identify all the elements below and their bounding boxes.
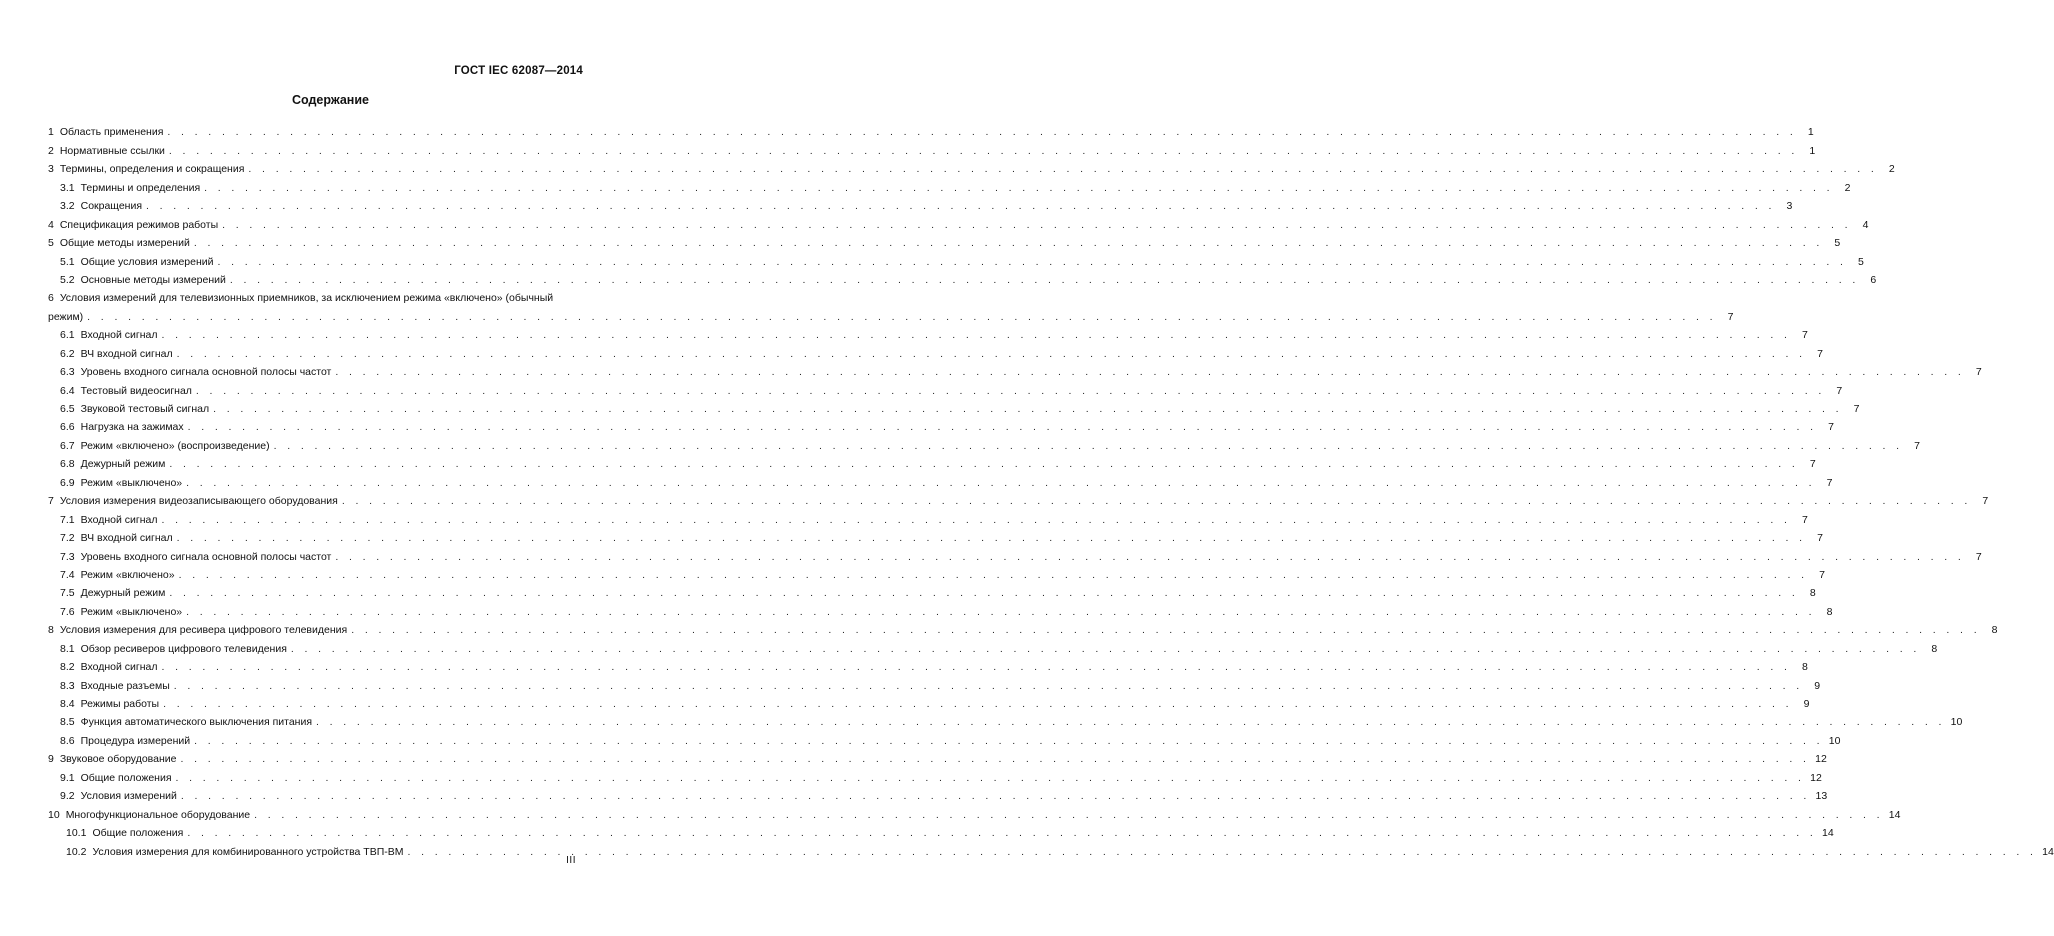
toc-entry-number: 7.4 <box>60 568 75 581</box>
toc-entry[interactable] <box>48 674 1821 692</box>
toc-entry[interactable] <box>48 527 1823 545</box>
toc-entry-page: 13 <box>1815 790 1828 803</box>
page-title: Содержание <box>291 93 369 107</box>
toc-entry-page: 8 <box>1801 661 1808 674</box>
toc-entry[interactable] <box>48 582 1816 600</box>
toc-entry-number: 10.2 <box>66 845 87 858</box>
toc-entry-page: 12 <box>1815 753 1827 766</box>
toc-entry-title: Режим «выключено» <box>80 476 183 489</box>
toc-entry[interactable] <box>48 139 1816 157</box>
toc-entry-title: Уровень входного сигнала основной полосы частот <box>80 366 332 379</box>
toc-entry-number: 8 <box>48 624 54 637</box>
toc-entry-number: 6.9 <box>60 476 75 489</box>
toc-entry[interactable] <box>48 656 1808 674</box>
toc-entry-title: Звуковое оборудование <box>59 753 177 766</box>
toc-entry-number: 4 <box>48 218 54 231</box>
toc-entry-title: Условия измерений <box>80 790 177 803</box>
toc-entry-title: Многофункциональное оборудование <box>65 808 251 821</box>
toc-entry-title: Нормативные ссылки <box>59 144 165 157</box>
toc-entry[interactable] <box>48 176 1851 194</box>
toc-entry[interactable] <box>48 840 2054 858</box>
toc-entry[interactable] <box>48 324 1808 342</box>
toc-entry[interactable] <box>48 287 1734 324</box>
toc-entry[interactable] <box>48 711 1963 729</box>
dot-leader: . . . . . . . . . . . . . . . . . . . . . . . . . . . . . . . . . . . . . . . . . . . . . . . . . . . . . . . . . . . . . . . . . . . . . . . . . . . . . . . . . . . . . . . . . . . . . . . . . . . . . . . . . . . . . . . . . . . . . . . . <box>146 200 1776 213</box>
dot-leader: . . . . . . . . . . . . . . . . . . . . . . . . . . . . . . . . . . . . . . . . . . . . . . . . . . . . . . . . . . . . . . . . . . . . . . . . . . . . . . . . . . . . . . . . . . . . . . . . . . . . . . . . . . . . . . . . . . . . . . . . <box>204 181 1834 194</box>
document-standard-header: ГОСТ IEC 62087—2014 <box>454 65 583 77</box>
dot-leader: . . . . . . . . . . . . . . . . . . . . . . . . . . . . . . . . . . . . . . . . . . . . . . . . . . . . . . . . . . . . . . . . . . . . . . . . . . . . . . . . . . . . . . . . . . . . . . . . . . . . . . . . . . . . . . . . . . . . . . . . <box>180 753 1810 766</box>
toc-entry-title: Сокращения <box>80 200 143 213</box>
dot-leader: . . . . . . . . . . . . . . . . . . . . . . . . . . . . . . . . . . . . . . . . . . . . . . . . . . . . . . . . . . . . . . . . . . . . . . . . . . . . . . . . . . . . . . . . . . . . . . . . . . . . . . . . . . . . . . . . . . . . . . . . <box>217 255 1847 268</box>
dot-leader: . . . . . . . . . . . . . . . . . . . . . . . . . . . . . . . . . . . . . . . . . . . . . . . . . . . . . . . . . . . . . . . . . . . . . . . . . . . . . . . . . . . . . . . . . . . . . . . . . . . . . . . . . . . . . . . . . . . . . . . . <box>173 679 1804 692</box>
toc-entry-title: Термины и определения <box>80 181 201 194</box>
toc-entry[interactable] <box>48 545 1982 563</box>
toc-entry-page: 14 <box>2042 845 2054 858</box>
toc-entry-number: 9.2 <box>60 790 75 803</box>
toc-entry-number: 3.1 <box>60 181 75 194</box>
dot-leader: . . . . . . . . . . . . . . . . . . . . . . . . . . . . . . . . . . . . . . . . . . . . . . . . . . . . . . . . . . . . . . . . . . . . . . . . . . . . . . . . . . . . . . . . . . . . . . . . . . . . . . . . . . . . . . . . . . . . . . . . <box>213 403 1843 416</box>
dot-leader: . . . . . . . . . . . . . . . . . . . . . . . . . . . . . . . . . . . . . . . . . . . . . . . . . . . . . . . . . . . . . . . . . . . . . . . . . . . . . . . . . . . . . . . . . . . . . . . . . . . . . . . . . . . . . . . . . . . . . . . . <box>194 734 1824 747</box>
toc-entry[interactable] <box>48 342 1823 360</box>
dot-leader: . . . . . . . . . . . . . . . . . . . . . . . . . . . . . . . . . . . . . . . . . . . . . . . . . . . . . . . . . . . . . . . . . . . . . . . . . . . . . . . . . . . . . . . . . . . . . . . . . . . . . . . . . . . . . . . . . . . . . . . . <box>175 771 1805 784</box>
toc-entry[interactable] <box>48 748 1827 766</box>
toc-entry-number: 6.8 <box>60 458 75 471</box>
toc-entry-page: 7 <box>1914 439 1920 452</box>
toc-entry-title: Входной сигнал <box>80 513 158 526</box>
toc-entry-title: Процедура измерений <box>80 734 191 747</box>
toc-entry-number: 3 <box>48 163 54 176</box>
toc-entry-number: 6.4 <box>60 384 75 397</box>
toc-entry-title: Общие методы измерений <box>59 237 190 250</box>
toc-entry-number: 5.2 <box>60 273 75 286</box>
toc-entry-page: 10 <box>1828 734 1841 747</box>
toc-entry-title: ВЧ входной сигнал <box>80 347 173 360</box>
toc-entry-title: Режимы работы <box>80 698 160 711</box>
dot-leader: . . . . . . . . . . . . . . . . . . . . . . . . . . . . . . . . . . . . . . . . . . . . . . . . . . . . . . . . . . . . . . . . . . . . . . . . . . . . . . . . . . . . . . . . . . . . . . . . . . . . . . . . . . . . . . . . . . . . . . . . <box>351 624 1981 637</box>
dot-leader: . . . . . . . . . . . . . . . . . . . . . . . . . . . . . . . . . . . . . . . . . . . . . . . . . . . . . . . . . . . . . . . . . . . . . . . . . . . . . . . . . . . . . . . . . . . . . . . . . . . . . . . . . . . . . . . . . . . . . . . . <box>290 642 1921 655</box>
toc-entry[interactable] <box>48 250 1864 268</box>
toc-entry-title: Входной сигнал <box>80 329 158 342</box>
toc-entry[interactable] <box>48 490 1989 508</box>
toc-entry-number: 8.1 <box>60 642 75 655</box>
dot-leader: . . . . . . . . . . . . . . . . . . . . . . . . . . . . . . . . . . . . . . . . . . . . . . . . . . . . . . . . . . . . . . . . . . . . . . . . . . . . . . . . . . . . . . . . . . . . . . . . . . . . . . . . . . . . . . . . . . . . . . . . <box>407 845 2037 858</box>
table-of-contents <box>48 121 2054 859</box>
dot-leader: . . . . . . . . . . . . . . . . . . . . . . . . . . . . . . . . . . . . . . . . . . . . . . . . . . . . . . . . . . . . . . . . . . . . . . . . . . . . . . . . . . . . . . . . . . . . . . . . . . . . . . . . . . . . . . . . . . . . . . . . <box>186 476 1816 489</box>
toc-entry-title: Функция автоматического выключения питания <box>80 716 313 729</box>
toc-entry[interactable] <box>48 416 1834 434</box>
toc-entry-number: 2 <box>48 144 54 157</box>
toc-entry[interactable] <box>48 398 1860 416</box>
toc-entry-page: 10 <box>1950 716 1963 729</box>
toc-entry-page: 7 <box>1975 550 1982 563</box>
toc-entry-page: 7 <box>1982 495 1989 508</box>
toc-entry[interactable] <box>48 729 1841 747</box>
toc-entry-page: 6 <box>1870 273 1877 286</box>
toc-entry-number: 7.1 <box>60 513 75 526</box>
toc-entry[interactable] <box>48 158 1895 176</box>
toc-entry-title: Входные разъемы <box>80 679 170 692</box>
dot-leader: . . . . . . . . . . . . . . . . . . . . . . . . . . . . . . . . . . . . . . . . . . . . . . . . . . . . . . . . . . . . . . . . . . . . . . . . . . . . . . . . . . . . . . . . . . . . . . . . . . . . . . . . . . . . . . . . . . . . . . . . <box>161 661 1791 674</box>
toc-entry-number: 5.1 <box>60 255 75 268</box>
toc-entry-page: 1 <box>1809 144 1816 157</box>
toc-entry-number: 10 <box>48 808 60 821</box>
toc-entry-page: 8 <box>1809 587 1816 600</box>
toc-entry-title: Дежурный режим <box>80 587 166 600</box>
dot-leader: . . . . . . . . . . . . . . . . . . . . . . . . . . . . . . . . . . . . . . . . . . . . . . . . . . . . . . . . . . . . . . . . . . . . . . . . . . . . . . . . . . . . . . . . . . . . . . . . . . . . . . . . . . . . . . . . . . . . . . . . <box>168 144 1799 157</box>
toc-entry-title: Общие положения <box>92 827 184 840</box>
toc-entry[interactable] <box>48 619 1998 637</box>
toc-entry-number: 3.2 <box>60 200 75 213</box>
toc-entry-number: 8.6 <box>60 734 75 747</box>
toc-entry[interactable] <box>48 564 1825 582</box>
toc-entry-page: 5 <box>1858 255 1864 268</box>
dot-leader: . . . . . . . . . . . . . . . . . . . . . . . . . . . . . . . . . . . . . . . . . . . . . . . . . . . . . . . . . . . . . . . . . . . . . . . . . . . . . . . . . . . . . . . . . . . . . . . . . . . . . . . . . . . . . . . . . . . . . . . . <box>316 716 1946 729</box>
dot-leader: . . . . . . . . . . . . . . . . . . . . . . . . . . . . . . . . . . . . . . . . . . . . . . . . . . . . . . . . . . . . . . . . . . . . . . . . . . . . . . . . . . . . . . . . . . . . . . . . . . . . . . . . . . . . . . . . . . . . . . . . <box>180 790 1811 803</box>
toc-entry-title: Условия измерения видеозаписывающего оборудования <box>59 495 338 508</box>
toc-entry[interactable] <box>48 785 1828 803</box>
toc-entry-number: 7.2 <box>60 532 75 545</box>
toc-entry-page: 8 <box>1991 624 1998 637</box>
toc-entry-title: Общие положения <box>80 771 172 784</box>
toc-entry-page: 8 <box>1931 642 1938 655</box>
toc-entry-page: 4 <box>1862 218 1869 231</box>
toc-entry-page: 3 <box>1786 200 1793 213</box>
toc-entry[interactable] <box>48 803 1901 821</box>
toc-entry-page: 9 <box>1803 698 1810 711</box>
toc-entry-title: Тестовый видеосигнал <box>80 384 192 397</box>
toc-entry[interactable] <box>48 195 1793 213</box>
toc-entry-title: Спецификация режимов работы <box>59 218 219 231</box>
toc-entry-page: 7 <box>1801 329 1808 342</box>
toc-entry-page: 7 <box>1727 310 1734 323</box>
dot-leader: . . . . . . . . . . . . . . . . . . . . . . . . . . . . . . . . . . . . . . . . . . . . . . . . . . . . . . . . . . . . . . . . . . . . . . . . . . . . . . . . . . . . . . . . . . . . . . . . . . . . . . . . . . . . . . . . . . . . . . . . <box>169 587 1799 600</box>
toc-entry-page: 2 <box>1844 181 1851 194</box>
toc-entry-title: Режим «выключено» <box>80 605 183 618</box>
dot-leader: . . . . . . . . . . . . . . . . . . . . . . . . . . . . . . . . . . . . . . . . . . . . . . . . . . . . . . . . . . . . . . . . . . . . . . . . . . . . . . . . . . . . . . . . . . . . . . . . . . . . . . . . . . . . . . . . . . . . . . . . <box>222 218 1852 231</box>
page-number: III <box>566 855 576 866</box>
toc-entry-title: Режим «включено» (воспроизведение) <box>80 439 270 452</box>
toc-entry-title: Входной сигнал <box>80 661 158 674</box>
toc-entry-title: Дежурный режим <box>80 458 166 471</box>
toc-entry-number: 6.6 <box>60 421 75 434</box>
toc-entry-title: Режим «включено» <box>80 568 175 581</box>
toc-entry-page: 9 <box>1814 679 1821 692</box>
toc-entry-page: 7 <box>1853 403 1860 416</box>
dot-leader: . . . . . . . . . . . . . . . . . . . . . . . . . . . . . . . . . . . . . . . . . . . . . . . . . . . . . . . . . . . . . . . . . . . . . . . . . . . . . . . . . . . . . . . . . . . . . . . . . . . . . . . . . . . . . . . . . . . . . . . . <box>176 347 1806 360</box>
toc-entry[interactable] <box>48 121 1814 139</box>
toc-entry-number: 7 <box>48 495 54 508</box>
toc-entry-title: Условия измерения для комбинированного устройства ТВП-ВМ <box>92 845 404 858</box>
dot-leader: . . . . . . . . . . . . . . . . . . . . . . . . . . . . . . . . . . . . . . . . . . . . . . . . . . . . . . . . . . . . . . . . . . . . . . . . . . . . . . . . . . . . . . . . . . . . . . . . . . . . . . . . . . . . . . . . . . . . . . . . <box>178 568 1808 581</box>
toc-entry-page: 12 <box>1810 771 1822 784</box>
toc-entry-number: 1 <box>48 126 54 139</box>
toc-entry-title: Условия измерений для телевизионных приемников, за исключением режима «включено» (обычный <box>59 292 554 305</box>
toc-entry-number: 8.3 <box>60 679 75 692</box>
toc-entry-number: 6.3 <box>60 366 75 379</box>
toc-entry-page: 7 <box>1809 458 1816 471</box>
toc-entry-number: 8.2 <box>60 661 75 674</box>
toc-entry-number: 7.5 <box>60 587 75 600</box>
dot-leader: . . . . . . . . . . . . . . . . . . . . . . . . . . . . . . . . . . . . . . . . . . . . . . . . . . . . . . . . . . . . . . . . . . . . . . . . . . . . . . . . . . . . . . . . . . . . . . . . . . . . . . . . . . . . . . . . . . . . . . . . <box>335 366 1965 379</box>
toc-entry-number: 6 <box>48 292 54 305</box>
dot-leader: . . . . . . . . . . . . . . . . . . . . . . . . . . . . . . . . . . . . . . . . . . . . . . . . . . . . . . . . . . . . . . . . . . . . . . . . . . . . . . . . . . . . . . . . . . . . . . . . . . . . . . . . . . . . . . . . . . . . . . . . <box>167 126 1797 139</box>
toc-entry-title: Термины, определения и сокращения <box>59 163 245 176</box>
toc-entry-number: 8.4 <box>60 698 75 711</box>
dot-leader: . . . . . . . . . . . . . . . . . . . . . . . . . . . . . . . . . . . . . . . . . . . . . . . . . . . . . . . . . . . . . . . . . . . . . . . . . . . . . . . . . . . . . . . . . . . . . . . . . . . . . . . . . . . . . . . . . . . . . . . . <box>163 698 1793 711</box>
dot-leader: . . . . . . . . . . . . . . . . . . . . . . . . . . . . . . . . . . . . . . . . . . . . . . . . . . . . . . . . . . . . . . . . . . . . . . . . . . . . . . . . . . . . . . . . . . . . . . . . . . . . . . . . . . . . . . . . . . . . . . . . <box>273 439 1903 452</box>
toc-entry-title: Нагрузка на зажимах <box>80 421 184 434</box>
toc-entry-number: 6.1 <box>60 329 75 342</box>
toc-entry-page: 7 <box>1975 366 1982 379</box>
toc-entry-page: 7 <box>1817 532 1823 545</box>
toc-entry-page: 7 <box>1817 347 1823 360</box>
toc-entry-page: 8 <box>1826 605 1833 618</box>
toc-entry-title: Условия измерения для ресивера цифрового телевидения <box>59 624 348 637</box>
toc-entry[interactable] <box>48 471 1833 489</box>
dot-leader: . . . . . . . . . . . . . . . . . . . . . . . . . . . . . . . . . . . . . . . . . . . . . . . . . . . . . . . . . . . . . . . . . . . . . . . . . . . . . . . . . . . . . . . . . . . . . . . . . . . . . . . . . . . . . . . . . . . . . . . . <box>229 273 1860 286</box>
toc-entry-title: ВЧ входной сигнал <box>80 532 173 545</box>
toc-entry-number: 7.6 <box>60 605 75 618</box>
toc-entry[interactable] <box>48 508 1808 526</box>
toc-entry-page: 1 <box>1807 126 1814 139</box>
toc-entry-number: 5 <box>48 237 54 250</box>
toc-entry-title-continued: режим) <box>48 310 84 323</box>
toc-entry-title: Общие условия измерений <box>80 255 214 268</box>
dot-leader: . . . . . . . . . . . . . . . . . . . . . . . . . . . . . . . . . . . . . . . . . . . . . . . . . . . . . . . . . . . . . . . . . . . . . . . . . . . . . . . . . . . . . . . . . . . . . . . . . . . . . . . . . . . . . . . . . . . . . . . . <box>335 550 1965 563</box>
toc-entry[interactable] <box>48 434 1920 452</box>
toc-entry[interactable] <box>48 269 1877 287</box>
toc-entry-number: 6.7 <box>60 439 75 452</box>
toc-entry-title: Звуковой тестовый сигнал <box>80 403 210 416</box>
dot-leader: . . . . . . . . . . . . . . . . . . . . . . . . . . . . . . . . . . . . . . . . . . . . . . . . . . . . . . . . . . . . . . . . . . . . . . . . . . . . . . . . . . . . . . . . . . . . . . . . . . . . . . . . . . . . . . . . . . . . . . . . <box>341 495 1972 508</box>
toc-entry-page: 7 <box>1801 513 1808 526</box>
toc-entry-page: 7 <box>1836 384 1843 397</box>
toc-entry[interactable] <box>48 637 1938 655</box>
dot-leader: . . . . . . . . . . . . . . . . . . . . . . . . . . . . . . . . . . . . . . . . . . . . . . . . . . . . . . . . . . . . . . . . . . . . . . . . . . . . . . . . . . . . . . . . . . . . . . . . . . . . . . . . . . . . . . . . . . . . . . . . <box>169 458 1799 471</box>
toc-entry[interactable] <box>48 453 1816 471</box>
toc-entry-number: 7.3 <box>60 550 75 563</box>
toc-entry-number: 9 <box>48 753 54 766</box>
dot-leader: . . . . . . . . . . . . . . . . . . . . . . . . . . . . . . . . . . . . . . . . . . . . . . . . . . . . . . . . . . . . . . . . . . . . . . . . . . . . . . . . . . . . . . . . . . . . . . . . . . . . . . . . . . . . . . . . . . . . . . . . <box>161 513 1791 526</box>
dot-leader: . . . . . . . . . . . . . . . . . . . . . . . . . . . . . . . . . . . . . . . . . . . . . . . . . . . . . . . . . . . . . . . . . . . . . . . . . . . . . . . . . . . . . . . . . . . . . . . . . . . . . . . . . . . . . . . . . . . . . . . . <box>187 827 1817 840</box>
toc-entry[interactable] <box>48 600 1833 618</box>
dot-leader: . . . . . . . . . . . . . . . . . . . . . . . . . . . . . . . . . . . . . . . . . . . . . . . . . . . . . . . . . . . . . . . . . . . . . . . . . . . . . . . . . . . . . . . . . . . . . . . . . . . . . . . . . . . . . . . . . . . . . . . . <box>161 329 1791 342</box>
toc-entry-number: 8.5 <box>60 716 75 729</box>
dot-leader: . . . . . . . . . . . . . . . . . . . . . . . . . . . . . . . . . . . . . . . . . . . . . . . . . . . . . . . . . . . . . . . . . . . . . . . . . . . . . . . . . . . . . . . . . . . . . . . . . . . . . . . . . . . . . . . . . . . . . . . . <box>176 532 1806 545</box>
toc-entry[interactable] <box>48 213 1869 231</box>
dot-leader: . . . . . . . . . . . . . . . . . . . . . . . . . . . . . . . . . . . . . . . . . . . . . . . . . . . . . . . . . . . . . . . . . . . . . . . . . . . . . . . . . . . . . . . . . . . . . . . . . . . . . . . . . . . . . . . . . . . . . . . . <box>254 808 1884 821</box>
toc-entry-page: 7 <box>1819 568 1825 581</box>
dot-leader: . . . . . . . . . . . . . . . . . . . . . . . . . . . . . . . . . . . . . . . . . . . . . . . . . . . . . . . . . . . . . . . . . . . . . . . . . . . . . . . . . . . . . . . . . . . . . . . . . . . . . . . . . . . . . . . . . . . . . . . . <box>186 605 1816 618</box>
dot-leader: . . . . . . . . . . . . . . . . . . . . . . . . . . . . . . . . . . . . . . . . . . . . . . . . . . . . . . . . . . . . . . . . . . . . . . . . . . . . . . . . . . . . . . . . . . . . . . . . . . . . . . . . . . . . . . . . . . . . . . . . <box>193 237 1824 250</box>
dot-leader: . . . . . . . . . . . . . . . . . . . . . . . . . . . . . . . . . . . . . . . . . . . . . . . . . . . . . . . . . . . . . . . . . . . . . . . . . . . . . . . . . . . . . . . . . . . . . . . . . . . . . . . . . . . . . . . . . . . . . . . . <box>195 384 1826 397</box>
toc-entry-title: Область применения <box>59 126 164 139</box>
toc-entry-page: 5 <box>1834 237 1841 250</box>
toc-entry-title: Обзор ресиверов цифрового телевидения <box>80 642 287 655</box>
toc-entry-title: Уровень входного сигнала основной полосы частот <box>80 550 332 563</box>
toc-entry-number: 6.5 <box>60 403 75 416</box>
toc-entry[interactable] <box>48 766 1822 784</box>
toc-entry-number: 10.1 <box>66 827 87 840</box>
dot-leader: . . . . . . . . . . . . . . . . . . . . . . . . . . . . . . . . . . . . . . . . . . . . . . . . . . . . . . . . . . . . . . . . . . . . . . . . . . . . . . . . . . . . . . . . . . . . . . . . . . . . . . . . . . . . . . . . . . . . . . . . <box>87 310 1717 323</box>
toc-entry[interactable] <box>48 232 1841 250</box>
toc-entry-page: 14 <box>1822 827 1834 840</box>
toc-entry-page: 7 <box>1826 476 1833 489</box>
toc-entry-page: 2 <box>1888 163 1895 176</box>
dot-leader: . . . . . . . . . . . . . . . . . . . . . . . . . . . . . . . . . . . . . . . . . . . . . . . . . . . . . . . . . . . . . . . . . . . . . . . . . . . . . . . . . . . . . . . . . . . . . . . . . . . . . . . . . . . . . . . . . . . . . . . . <box>248 163 1878 176</box>
toc-entry-page: 7 <box>1828 421 1834 434</box>
toc-entry-title: Основные методы измерений <box>80 273 226 286</box>
toc-entry-number: 6.2 <box>60 347 75 360</box>
toc-entry-page: 14 <box>1888 808 1901 821</box>
toc-entry[interactable] <box>48 361 1982 379</box>
toc-entry[interactable] <box>48 379 1843 397</box>
dot-leader: . . . . . . . . . . . . . . . . . . . . . . . . . . . . . . . . . . . . . . . . . . . . . . . . . . . . . . . . . . . . . . . . . . . . . . . . . . . . . . . . . . . . . . . . . . . . . . . . . . . . . . . . . . . . . . . . . . . . . . . . <box>187 421 1817 434</box>
toc-entry-number: 9.1 <box>60 771 75 784</box>
toc-entry[interactable] <box>48 822 1834 840</box>
toc-entry[interactable] <box>48 693 1810 711</box>
